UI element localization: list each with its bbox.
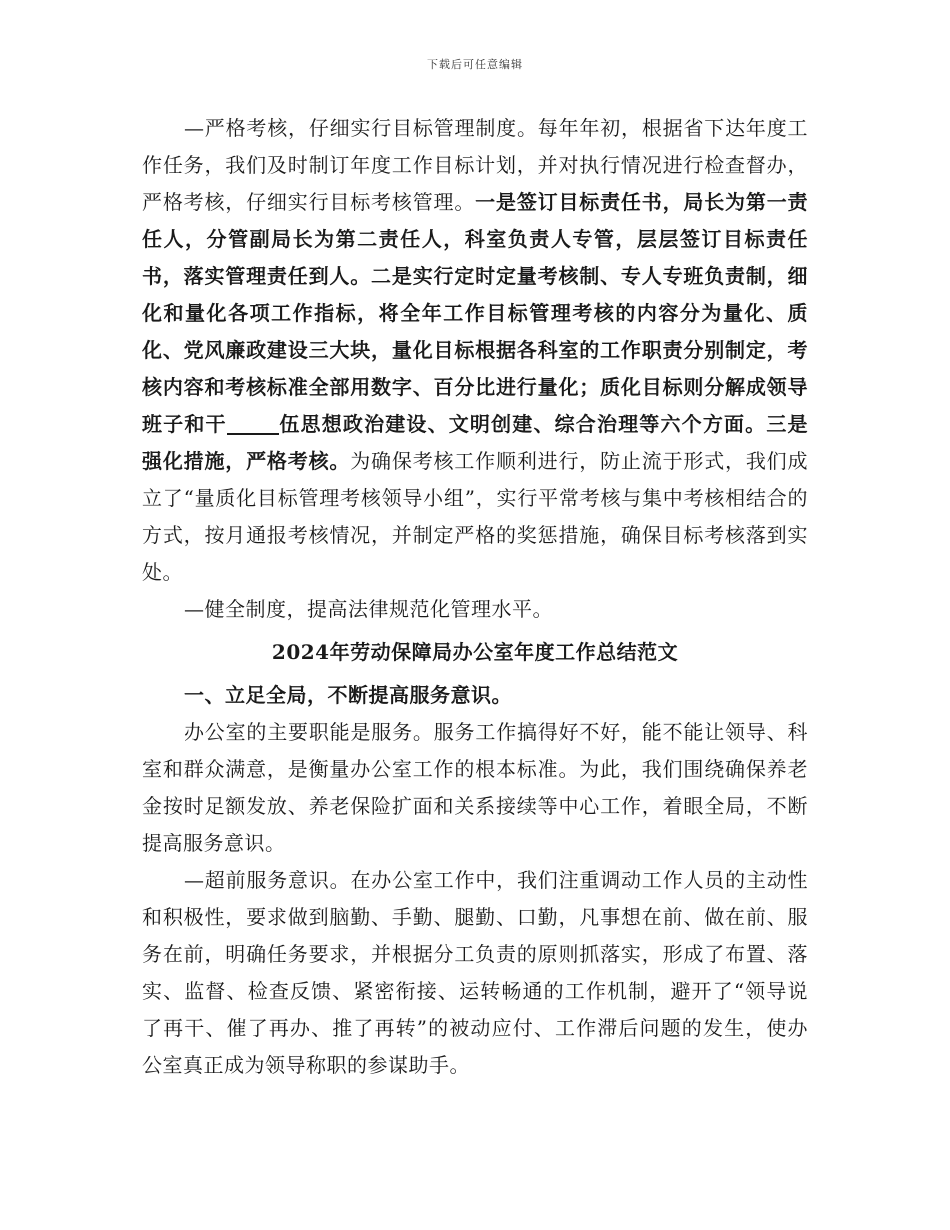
text-run: —严格考核，仔细实行目标管理制度。每年年初，根据省下达年度工作任务，我们及时制订年度工作目标计划，并对执行情况进行检查督办，严格考核，仔细实行目标考核管理。 bbox=[142, 116, 808, 214]
bold-run: 一是签订目标责任书，局长为第一责任人，分管副局长为第二责任人，科室负责人专管，层层签订目标责任书，落实管理责任到人。二是实行定时定量考核制、专人专班负责制，细化和量化各项工作指标，将全年工作目标管理考核的内容分为量化、质化、党风廉政建设三大块，量化目标根据各科室的工作职责分别制定，考核内容和考核标准全部用数字、百分比进行量化；质化目标则分解成领导班子和干 bbox=[142, 190, 809, 436]
text-run: 为确保考核工作顺利进行，防止流于形式，我们成立了“量质化目标管理考核领导小组”，实行平常考核与集中考核相结合的方式，按月通报考核情况，并制定严格的奖惩措施，确保目标考核落到实处。 bbox=[142, 449, 809, 584]
section-heading: 一、立足全局，不断提高服务意识。 bbox=[184, 683, 512, 707]
bold-run: 伍思想政治建设、文明创建、综合治理等六个方面。三是强化措施，严格考核。 bbox=[142, 412, 809, 473]
paragraph-service: 办公室的主要职能是服务。服务工作搞得好不好，能不能让领导、科室和群众满意，是衡量办公室工作的根本标准。为此，我们围绕确保养老金按时足额发放、养老保险扩面和关系接续等中心工作，着眼全局，不断提高服务意识。 bbox=[142, 720, 808, 855]
paragraph-proactive: —超前服务意识。在办公室工作中，我们注重调动工作人员的主动性和积极性，要求做到脑勤、手勤、腿勤、口勤，凡事想在前、做在前、服务在前，明确任务要求，并根据分工负责的原则抓落实，形成了布置、落实、监督、检查反馈、紧密衔接、运转畅通的工作机制，避开了“领导说了再干、催了再办、推了再转”的被动应付、工作滞后问题的发生，使办公室真正成为领导称职的参谋助手。 bbox=[142, 868, 808, 1077]
document-title: 2024年劳动保障局办公室年度工作总结范文 bbox=[271, 640, 679, 664]
paragraph-assessment bbox=[142, 110, 808, 591]
page-header: 下载后可任意编辑 bbox=[427, 58, 523, 71]
document-body bbox=[142, 110, 808, 1084]
underline-blank bbox=[227, 411, 279, 435]
paragraph-system: —健全制度，提高法律规范化管理水平。 bbox=[184, 597, 553, 621]
